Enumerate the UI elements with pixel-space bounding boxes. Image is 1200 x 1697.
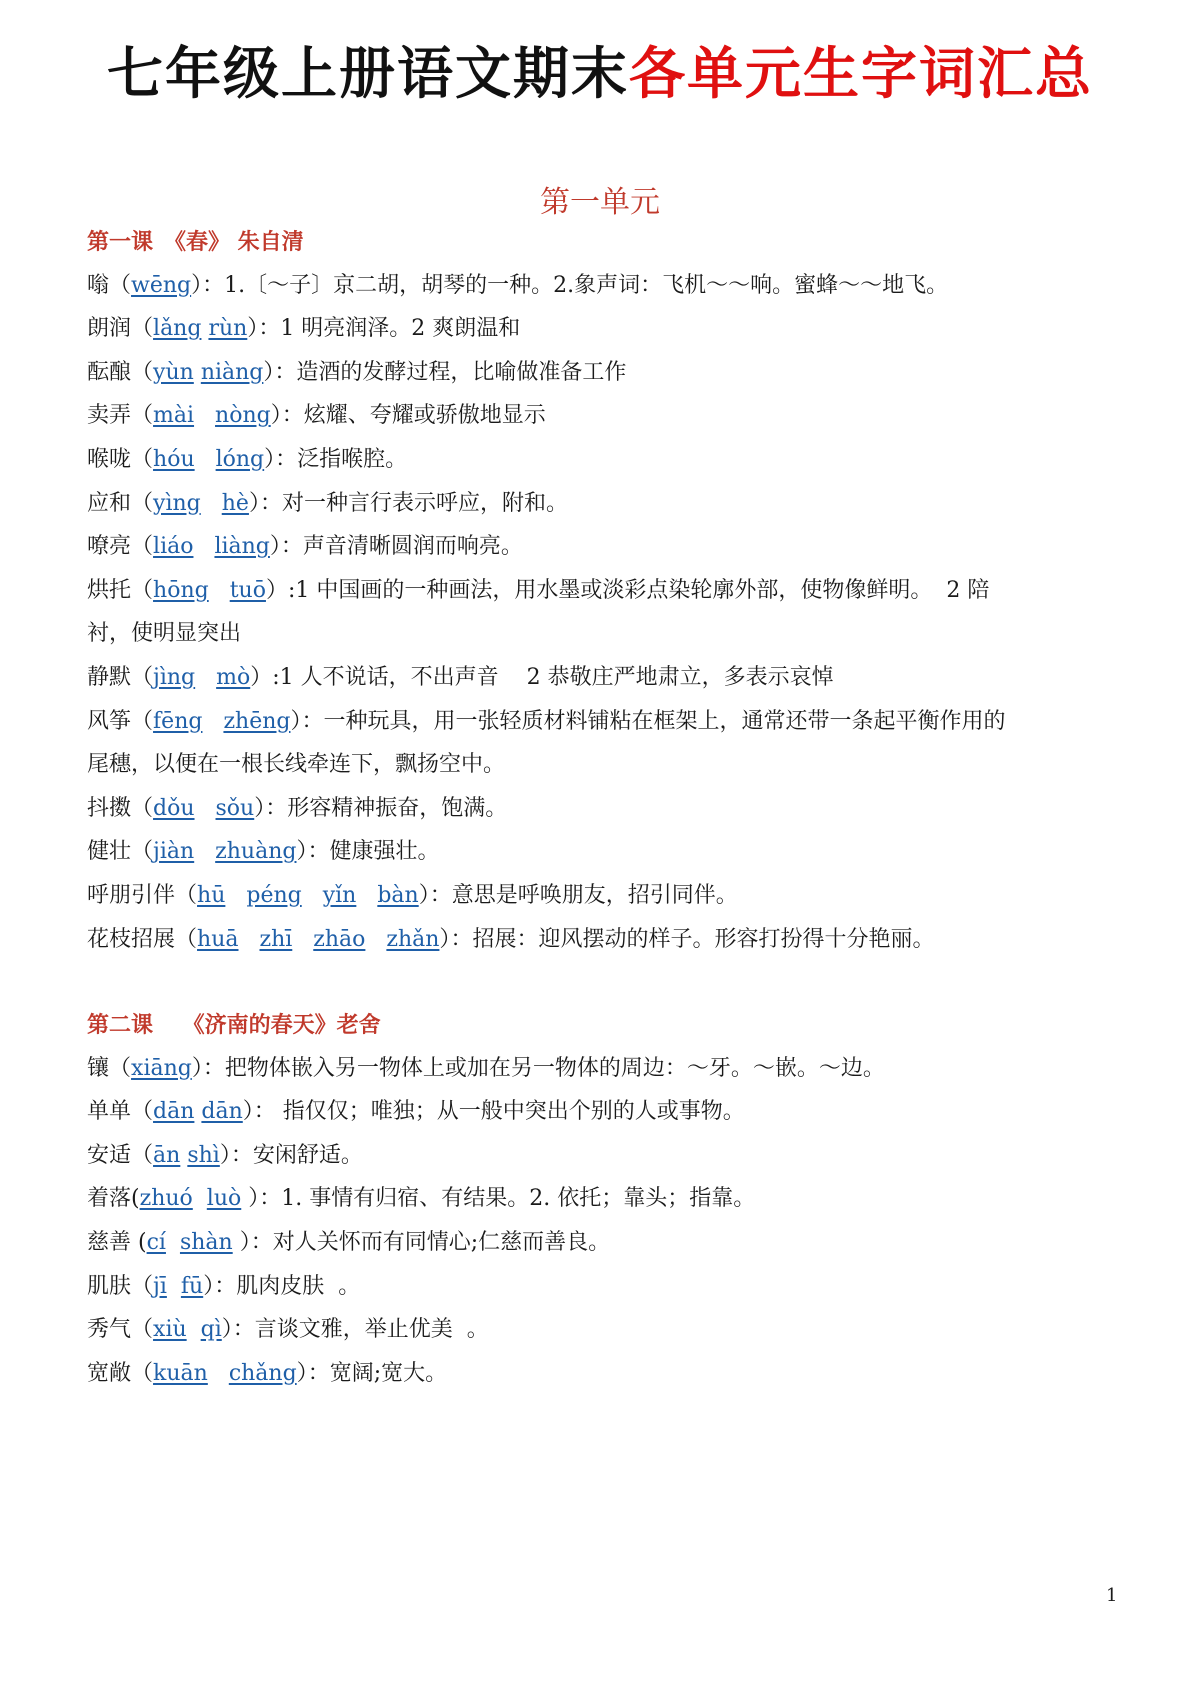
open-paren: （ [131, 708, 154, 734]
pinyin-gap [193, 534, 214, 559]
vocab-entry [87, 313, 1117, 345]
close-paren: ） [203, 1273, 215, 1299]
close-paren: ） [221, 1317, 233, 1343]
vocab-word: 嘹亮 [87, 534, 132, 560]
vocab-word: 朗润 [87, 316, 132, 342]
vocab-word: 肌肤 [87, 1273, 132, 1299]
vocab-word: 安适 [87, 1142, 132, 1168]
vocab-word: 静默 [87, 665, 132, 690]
pinyin: péng [246, 883, 302, 908]
pinyin: bàn [377, 883, 419, 908]
vocab-definition: ：对人关怀而有同情心;仁慈而善良。 [250, 1230, 611, 1255]
pinyin: hū [197, 883, 226, 908]
open-paren: ( [131, 1186, 140, 1212]
vocab-definition: ：安闲舒适。 [230, 1142, 363, 1168]
pinyin: xiù [153, 1317, 187, 1343]
open-paren: （ [131, 1360, 154, 1386]
title-part-red: 各单元生字词汇总 [629, 42, 1093, 107]
pinyin-gap [239, 927, 260, 952]
vocab-definition: ：泛指喉腔。 [275, 447, 408, 472]
pinyin: jī [153, 1273, 167, 1299]
pinyin-gap [167, 1274, 181, 1299]
close-paren: ） [191, 1055, 203, 1081]
lesson-heading: 第一课 《春》 朱自清 [87, 229, 304, 255]
close-paren: ） [296, 839, 308, 865]
vocab-definition: ：肌肉皮肤 。 [214, 1273, 361, 1299]
close-paren: ） [265, 577, 288, 603]
close-paren: ） [270, 403, 282, 429]
open-paren: （ [131, 839, 154, 865]
page-number: 1 [1106, 1585, 1118, 1606]
pinyin: fū [180, 1273, 204, 1299]
pinyin: jiàn [153, 839, 195, 865]
pinyin: hè [221, 490, 249, 516]
vocab-entry [87, 836, 1117, 868]
vocab-definition: ：招展：迎风摆动的样子。形容打扮得十分艳丽。 [450, 926, 935, 952]
open-paren: （ [131, 1273, 154, 1299]
pinyin: yìng [153, 490, 201, 516]
title-part-black: 七年级上册语文期末 [107, 42, 629, 107]
vocab-definition: ：言谈文雅，举止优美 。 [232, 1317, 489, 1343]
pinyin: liáo [153, 534, 194, 560]
pinyin: rùn [208, 316, 248, 342]
open-paren: （ [131, 490, 154, 516]
vocab-definition: ：形容精神振奋，饱满。 [265, 795, 508, 821]
vocab-entry [87, 1140, 1117, 1172]
open-paren: （ [131, 665, 154, 690]
vocab-definition: ：声音清晰圆润而响亮。 [280, 534, 523, 560]
vocab-word: 烘托 [87, 577, 132, 603]
vocab-entry [87, 400, 1117, 432]
open-paren: ( [131, 1230, 147, 1255]
close-paren: ） [269, 534, 281, 560]
unit-title: 第一单元 [540, 185, 660, 220]
vocab-definition: ：1.〔～子〕京二胡，胡琴的一种。2.象声词：飞机～～响。蜜蜂～～地飞。 [202, 272, 949, 298]
vocab-entry [87, 924, 1117, 956]
pinyin: jìng [153, 665, 196, 690]
pinyin-gap [194, 360, 201, 385]
pinyin: hóu [153, 447, 195, 472]
vocab-entry [87, 1096, 1117, 1128]
pinyin: liàng [214, 534, 270, 560]
vocab-entry [87, 1183, 1117, 1215]
close-paren: ） [219, 1142, 231, 1168]
close-paren: ） [247, 316, 259, 342]
close-paren: ） [232, 1230, 251, 1255]
vocab-word: 卖弄 [87, 403, 132, 429]
vocab-entry [87, 531, 1117, 563]
pinyin-gap [195, 447, 216, 472]
vocab-definition: ：炫耀、夸耀或骄傲地显示 [281, 403, 546, 429]
pinyin: hōng [153, 577, 209, 603]
close-paren: ） [290, 708, 302, 734]
vocab-word: 着落 [87, 1186, 132, 1212]
vocab-word: 呼朋引伴 [87, 883, 176, 908]
pinyin: luò [206, 1186, 242, 1212]
pinyin-gap [292, 927, 313, 952]
close-paren: ） [242, 1099, 254, 1125]
pinyin: niàng [200, 359, 264, 385]
pinyin: cí [146, 1230, 166, 1255]
pinyin: tuō [229, 577, 266, 603]
pinyin: shàn [179, 1230, 233, 1255]
vocab-definition: ：造酒的发酵过程，比喻做准备工作 [274, 359, 627, 385]
pinyin: kuān [153, 1360, 208, 1386]
lesson-heading: 第二课 《济南的春天》老舍 [87, 1012, 381, 1038]
vocab-entry [87, 662, 1117, 694]
close-paren: ） [241, 1186, 260, 1212]
vocab-definition-continued: 衬，使明显突出 [87, 621, 242, 647]
pinyin: ān [153, 1142, 181, 1168]
vocab-entry [87, 488, 1117, 520]
pinyin-gap [302, 883, 323, 908]
close-paren: ） [263, 359, 275, 385]
open-paren: （ [131, 403, 154, 429]
pinyin: sǒu [215, 795, 255, 821]
vocab-word: 花枝招展 [87, 926, 176, 952]
vocab-word: 喉咙 [87, 447, 132, 472]
pinyin-gap [195, 665, 216, 690]
open-paren: （ [131, 316, 154, 342]
pinyin: dān [201, 1099, 243, 1125]
vocab-word: 单单 [87, 1099, 132, 1125]
open-paren: （ [131, 1142, 154, 1168]
open-paren: （ [131, 577, 154, 603]
pinyin: fēng [153, 708, 203, 734]
pinyin: zhāo [313, 926, 366, 952]
vocab-word: 宽敞 [87, 1360, 132, 1386]
pinyin: zhuàng [215, 839, 297, 865]
vocab-word: 镶 [87, 1055, 110, 1081]
vocab-definition: ：一种玩具，用一张轻质材料铺粘在框架上，通常还带一条起平衡作用的 [301, 708, 1006, 734]
vocab-word: 慈善 [87, 1230, 132, 1255]
close-paren: ） [418, 883, 430, 908]
open-paren: （ [131, 359, 154, 385]
pinyin-gap [225, 883, 246, 908]
vocab-word: 抖擞 [87, 795, 132, 821]
open-paren: （ [131, 534, 154, 560]
vocab-entry [87, 270, 1117, 302]
vocab-definition-continued: 尾穗，以便在一根长线牵连下，飘扬空中。 [87, 752, 506, 778]
vocab-definition: :1 人不说话，不出声音 2 恭敬庄严地肃立，多表示哀悼 [272, 665, 834, 690]
vocab-definition: :1 中国画的一种画法，用水墨或淡彩点染轮廓外部，使物像鲜明。 2 陪 [287, 577, 990, 603]
pinyin: xiāng [131, 1055, 192, 1081]
pinyin-gap [202, 709, 223, 734]
close-paren: ） [264, 447, 276, 472]
vocab-entry [87, 793, 1117, 825]
vocab-definition: ：1. 事情有归宿、有结果。2. 依托；靠头；指靠。 [259, 1186, 756, 1212]
vocab-entry [87, 1271, 1117, 1303]
vocab-definition: ：1 明亮润泽。2 爽朗温和 [258, 316, 521, 342]
vocab-entry [87, 1314, 1117, 1346]
pinyin-gap [356, 883, 377, 908]
pinyin-gap [194, 403, 215, 428]
vocab-entry [87, 706, 1117, 738]
pinyin: chǎng [228, 1360, 297, 1386]
vocab-definition: ：宽阔;宽大。 [307, 1360, 448, 1386]
pinyin: shì [187, 1142, 220, 1168]
vocab-entry [87, 575, 1117, 607]
vocab-word: 酝酿 [87, 359, 132, 385]
pinyin-gap [194, 839, 215, 864]
pinyin-gap [201, 491, 222, 516]
pinyin: dǒu [153, 795, 195, 821]
pinyin-gap [195, 796, 216, 821]
vocab-word: 应和 [87, 490, 132, 516]
vocab-definition: ：把物体嵌入另一物体上或加在另一物体的周边：～牙。～嵌。～边。 [202, 1055, 885, 1081]
vocab-entry [87, 357, 1117, 389]
pinyin-gap [209, 578, 230, 603]
vocab-word: 嗡 [87, 272, 110, 298]
close-paren: ） [191, 272, 203, 298]
pinyin: zhī [259, 926, 293, 952]
page-title [0, 40, 1200, 110]
open-paren: （ [109, 272, 132, 298]
vocab-entry [87, 880, 1117, 912]
pinyin: nòng [215, 403, 271, 429]
pinyin: zhēng [223, 708, 291, 734]
open-paren: （ [175, 883, 198, 908]
open-paren: （ [109, 1055, 132, 1081]
pinyin: zhǎn [386, 926, 440, 952]
open-paren: （ [131, 1317, 154, 1343]
pinyin-gap [193, 1186, 207, 1211]
pinyin-gap [187, 1317, 201, 1342]
pinyin-gap [208, 1361, 229, 1386]
close-paren: ） [250, 665, 273, 690]
close-paren: ） [254, 795, 266, 821]
vocab-definition: ：对一种言行表示呼应，附和。 [259, 490, 568, 516]
close-paren: ） [296, 1360, 308, 1386]
pinyin: qì [200, 1317, 222, 1343]
close-paren: ） [439, 926, 451, 952]
open-paren: （ [131, 1099, 154, 1125]
pinyin: mò [216, 665, 251, 690]
open-paren: （ [131, 795, 154, 821]
pinyin: yǐn [322, 883, 357, 908]
pinyin: huā [197, 926, 239, 952]
pinyin: mài [153, 403, 195, 429]
vocab-entry [87, 1053, 1117, 1085]
pinyin: zhuó [139, 1186, 193, 1212]
close-paren: ） [248, 490, 260, 516]
pinyin: wēng [131, 272, 192, 298]
vocab-definition: ： 指仅仅；唯独；从一般中突出个别的人或事物。 [253, 1099, 745, 1125]
pinyin: yùn [153, 359, 194, 385]
pinyin: lóng [215, 447, 265, 472]
vocab-entry [87, 444, 1117, 476]
vocab-entry [87, 1358, 1117, 1390]
vocab-definition: ：健康强壮。 [307, 839, 440, 865]
pinyin-gap [365, 927, 386, 952]
vocab-word: 风筝 [87, 708, 132, 734]
vocab-word: 秀气 [87, 1317, 132, 1343]
open-paren: （ [131, 447, 154, 472]
pinyin-gap [166, 1230, 180, 1255]
open-paren: （ [175, 926, 198, 952]
pinyin: dān [153, 1099, 195, 1125]
vocab-word: 健壮 [87, 839, 132, 865]
vocab-entry [87, 1227, 1117, 1259]
pinyin: lǎng [153, 316, 202, 342]
vocab-definition: ：意思是呼唤朋友，招引同伴。 [429, 883, 738, 908]
